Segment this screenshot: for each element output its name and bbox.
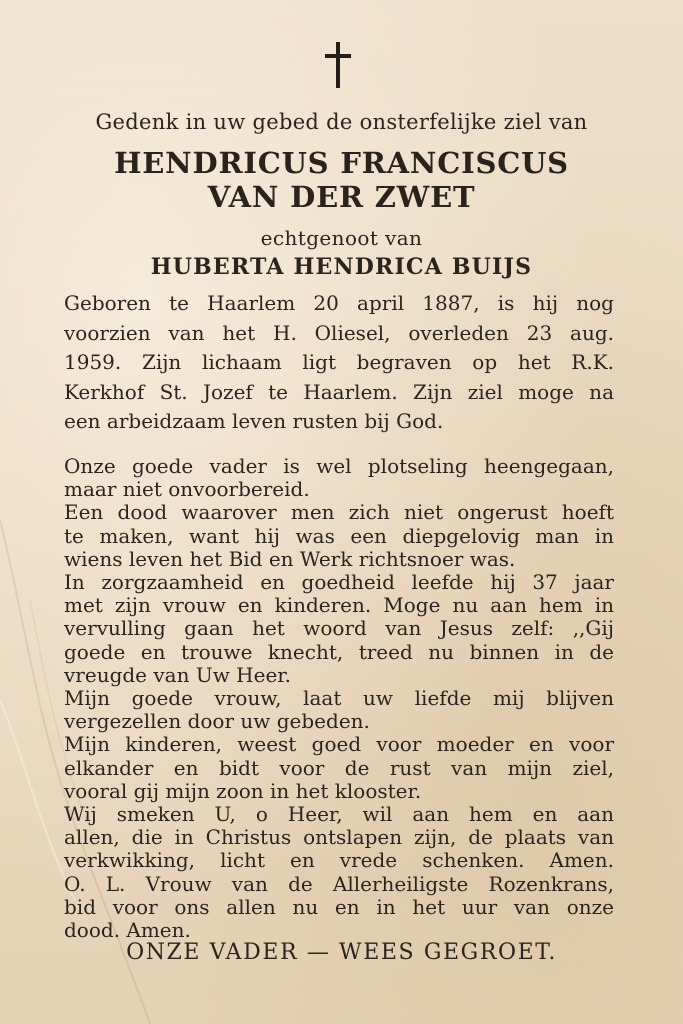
- prayer-line: te maken, want hij was een diepgelovig man in: [64, 523, 614, 548]
- spouse-label: echtgenoot van: [260, 226, 423, 250]
- prayer-line: vergezellen door uw gebeden.: [64, 709, 370, 734]
- prayer-line: Mijn goede vrouw, laat uw liefde mij blijven: [64, 686, 614, 711]
- prayer-line: maar niet onvoorbereid.: [64, 477, 310, 502]
- prayer-line: O. L. Vrouw van de Allerheiligste Rozenkrans,: [64, 871, 614, 896]
- prayer-line: goede en trouwe knecht, treed nu binnen in de: [64, 639, 614, 664]
- prayer-line: verkwikking, licht en vrede schenken. Amen.: [64, 848, 614, 873]
- latin-cross-icon: [323, 42, 353, 90]
- prayer-line: elkander en bidt voor de rust van mijn ziel,: [64, 755, 614, 780]
- prayer-line: vervulling gaan het woord van Jesus zelf: ,,Gij: [64, 616, 614, 641]
- deceased-name-line2: VAN DER ZWET: [207, 180, 476, 214]
- biography-paragraph: [64, 289, 614, 437]
- prayer-line: bid voor ons allen nu en in het uur van onze: [64, 894, 614, 919]
- prayer-line: allen, die in Christus ontslapen zijn, de plaats van: [64, 825, 614, 850]
- prayer-line: dood. Amen.: [64, 918, 191, 943]
- biography-line: voorzien van het H. Oliesel, overleden 23 aug.: [64, 320, 614, 345]
- biography-line: een arbeidzaam leven rusten bij God.: [64, 409, 444, 433]
- biography-line: Kerkhof St. Jozef te Haarlem. Zijn ziel moge na: [64, 379, 614, 404]
- biography-line: Geboren te Haarlem 20 april 1887, is hij nog: [64, 291, 614, 315]
- prayer-line: Wij smeken U, o Heer, wil aan hem en aan: [64, 802, 614, 827]
- closing-prayer-line: ONZE VADER — WEES GEGROET.: [126, 940, 557, 965]
- prayer-line: wiens leven het Bid en Werk richtsnoer was.: [64, 546, 516, 571]
- prayer-line: met zijn vrouw en kinderen. Moge nu aan hem in: [64, 593, 614, 618]
- prayer-line: Mijn kinderen, weest goed voor moeder en voor: [64, 732, 614, 757]
- deceased-name-line1: HENDRICUS FRANCISCUS: [114, 146, 569, 180]
- prayer-line: In zorgzaamheid en goedheid leefde hij 37 jaar: [64, 570, 614, 595]
- prayer-paragraph: [64, 455, 614, 942]
- prayer-line: Een dood waarover men zich niet ongerust hoeft: [64, 500, 614, 525]
- spouse-name: HUBERTA HENDRICA BUIJS: [150, 254, 533, 280]
- prayer-line: vooral gij mijn zoon in het klooster.: [64, 778, 422, 803]
- biography-line: 1959. Zijn lichaam ligt begraven op het R.K.: [64, 350, 614, 374]
- prayer-line: vreugde van Uw Heer.: [64, 662, 292, 687]
- prayer-line: Onze goede vader is wel plotseling heengegaan,: [64, 454, 614, 478]
- intro-line: Gedenk in uw gebed de onsterfelijke ziel van: [95, 110, 588, 134]
